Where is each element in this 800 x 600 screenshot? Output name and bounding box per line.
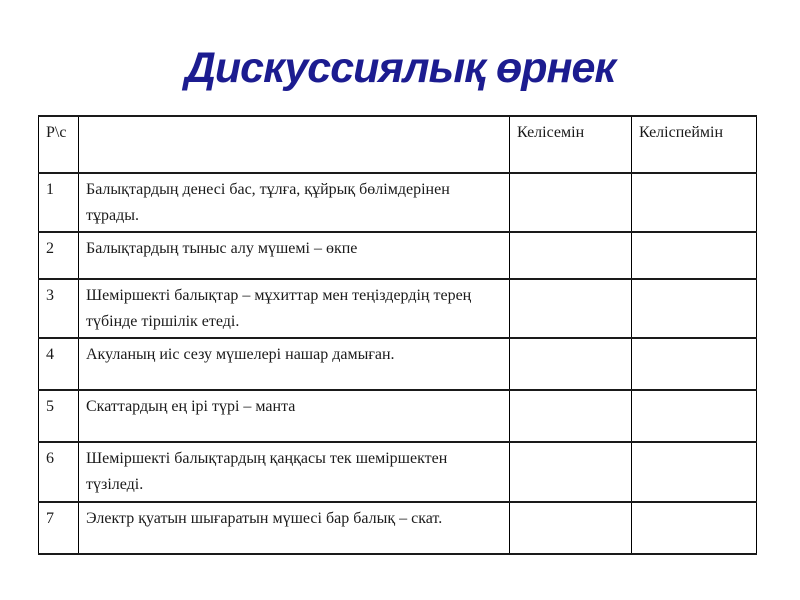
slide-title: Дискуссиялық өрнек — [184, 44, 616, 92]
table-row — [39, 502, 757, 554]
statement-cell: Электр қуатын шығаратын мүшесі бар балық – скат. — [79, 502, 510, 554]
agree-cell — [510, 279, 632, 338]
statement-cell: Шеміршекті балықтар – мұхиттар мен теңіздердің терең түбінде тіршілік етеді. — [79, 279, 510, 338]
agree-cell — [510, 442, 632, 501]
table-header-row — [39, 116, 757, 173]
agree-cell — [510, 173, 632, 232]
row-number-cell: 4 — [39, 338, 79, 390]
table-row — [39, 442, 757, 501]
statement-cell: Шеміршекті балықтардың қаңқасы тек шеміршектен түзіледі. — [79, 442, 510, 501]
agree-cell — [510, 232, 632, 279]
statement-cell: Акуланың иіс сезу мүшелері нашар дамыған. — [79, 338, 510, 390]
row-number-cell: 3 — [39, 279, 79, 338]
table-row — [39, 232, 757, 279]
disagree-cell — [632, 502, 757, 554]
disagree-cell — [632, 442, 757, 501]
disagree-cell — [632, 338, 757, 390]
header-row-number: Р\с — [39, 116, 79, 173]
header-statement — [79, 116, 510, 173]
row-number-cell: 6 — [39, 442, 79, 501]
statement-cell: Скаттардың ең ірі түрі – манта — [79, 390, 510, 442]
disagree-cell — [632, 173, 757, 232]
table-row — [39, 390, 757, 442]
row-number-cell: 1 — [39, 173, 79, 232]
table-row — [39, 279, 757, 338]
header-disagree: Келіспеймін — [632, 116, 757, 173]
discussion-table — [38, 115, 757, 555]
agree-cell — [510, 502, 632, 554]
statement-cell: Балықтардың тыныс алу мүшемі – өкпе — [79, 232, 510, 279]
row-number-cell: 5 — [39, 390, 79, 442]
header-agree: Келісемін — [510, 116, 632, 173]
agree-cell — [510, 390, 632, 442]
disagree-cell — [632, 390, 757, 442]
statement-cell: Балықтардың денесі бас, тұлға, құйрық бөлімдерінен тұрады. — [79, 173, 510, 232]
row-number-cell: 2 — [39, 232, 79, 279]
table-row — [39, 338, 757, 390]
table-row — [39, 173, 757, 232]
row-number-cell: 7 — [39, 502, 79, 554]
disagree-cell — [632, 279, 757, 338]
agree-cell — [510, 338, 632, 390]
disagree-cell — [632, 232, 757, 279]
